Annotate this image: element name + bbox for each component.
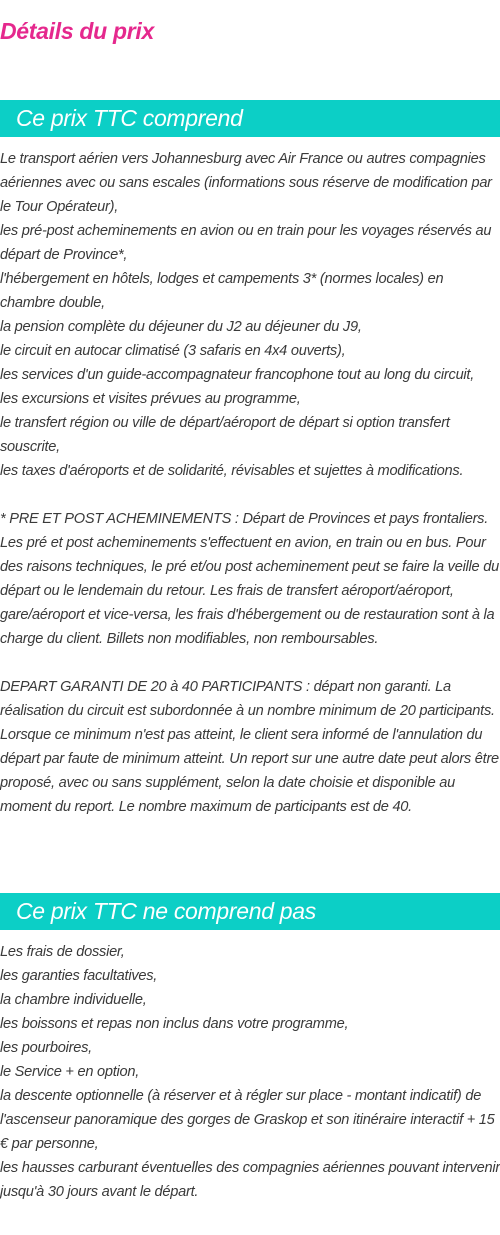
- list-item: les boissons et repas non inclus dans votre programme,: [0, 1016, 349, 1032]
- includes-list: [0, 147, 500, 483]
- list-item: le transfert région ou ville de départ/aéroport de départ si option transfert souscrite,: [0, 415, 450, 455]
- section-header-excludes: Ce prix TTC ne comprend pas: [0, 893, 500, 930]
- list-item: les pourboires,: [0, 1040, 92, 1056]
- note-depart-garanti: DEPART GARANTI DE 20 à 40 PARTICIPANTS : départ non garanti. La réalisation du circuit est subordonnée à un nombre minimum de 20 participants. Lorsque ce minimum n'est pas atteint, le client sera informé de l'annulation du départ par faute de minimum atteint. Un report sur une autre date peut alors être proposé, avec ou sans supplément, selon la date choisie et disponible au moment du report. Le nombre maximum de participants est de 40.: [0, 679, 499, 815]
- section-body-excludes: [0, 940, 500, 1204]
- list-item: Le transport aérien vers Johannesburg avec Air France ou autres compagnies aériennes avec ou sans escales (informations sous réserve de modification par le Tour Opérateur),: [0, 151, 492, 215]
- excludes-list: [0, 940, 500, 1204]
- list-item: la pension complète du déjeuner du J2 au déjeuner du J9,: [0, 319, 362, 335]
- list-item: les garanties facultatives,: [0, 968, 158, 984]
- section-body-includes: [0, 147, 500, 819]
- list-item: les taxes d'aéroports et de solidarité, révisables et sujettes à modifications.: [0, 463, 464, 479]
- list-item: le Service + en option,: [0, 1064, 140, 1080]
- list-item: la chambre individuelle,: [0, 992, 147, 1008]
- list-item: l'hébergement en hôtels, lodges et campements 3* (normes locales) en chambre double,: [0, 271, 444, 311]
- list-item: le circuit en autocar climatisé (3 safaris en 4x4 ouverts),: [0, 343, 346, 359]
- list-item: la descente optionnelle (à réserver et à régler sur place - montant indicatif) de l'ascenseur panoramique des gorges de Graskop et son itinéraire interactif + 15 € par personne,: [0, 1088, 495, 1152]
- list-item: les excursions et visites prévues au programme,: [0, 391, 301, 407]
- list-item: les hausses carburant éventuelles des compagnies aériennes pouvant intervenir jusqu'à 30 jours avant le départ.: [0, 1160, 500, 1200]
- list-item: les services d'un guide-accompagnateur francophone tout au long du circuit,: [0, 367, 475, 383]
- page-title: Détails du prix: [0, 18, 154, 44]
- list-item: les pré-post acheminements en avion ou en train pour les voyages réservés au départ de Province*,: [0, 223, 492, 263]
- section-header-includes: Ce prix TTC comprend: [0, 100, 500, 137]
- note-acheminements: * PRE ET POST ACHEMINEMENTS : Départ de Provinces et pays frontaliers. Les pré et post acheminements s'effectuent en avion, en train ou en bus. Pour des raisons techniques, le pré et/ou post acheminement peut se faire la veille du départ ou le lendemain du retour. Les frais de transfert aéroport/aéroport, gare/aéroport et vice-versa, les frais d'hébergement ou de restauration sont à la charge du client. Billets non modifiables, non remboursables.: [0, 511, 499, 647]
- list-item: Les frais de dossier,: [0, 944, 125, 960]
